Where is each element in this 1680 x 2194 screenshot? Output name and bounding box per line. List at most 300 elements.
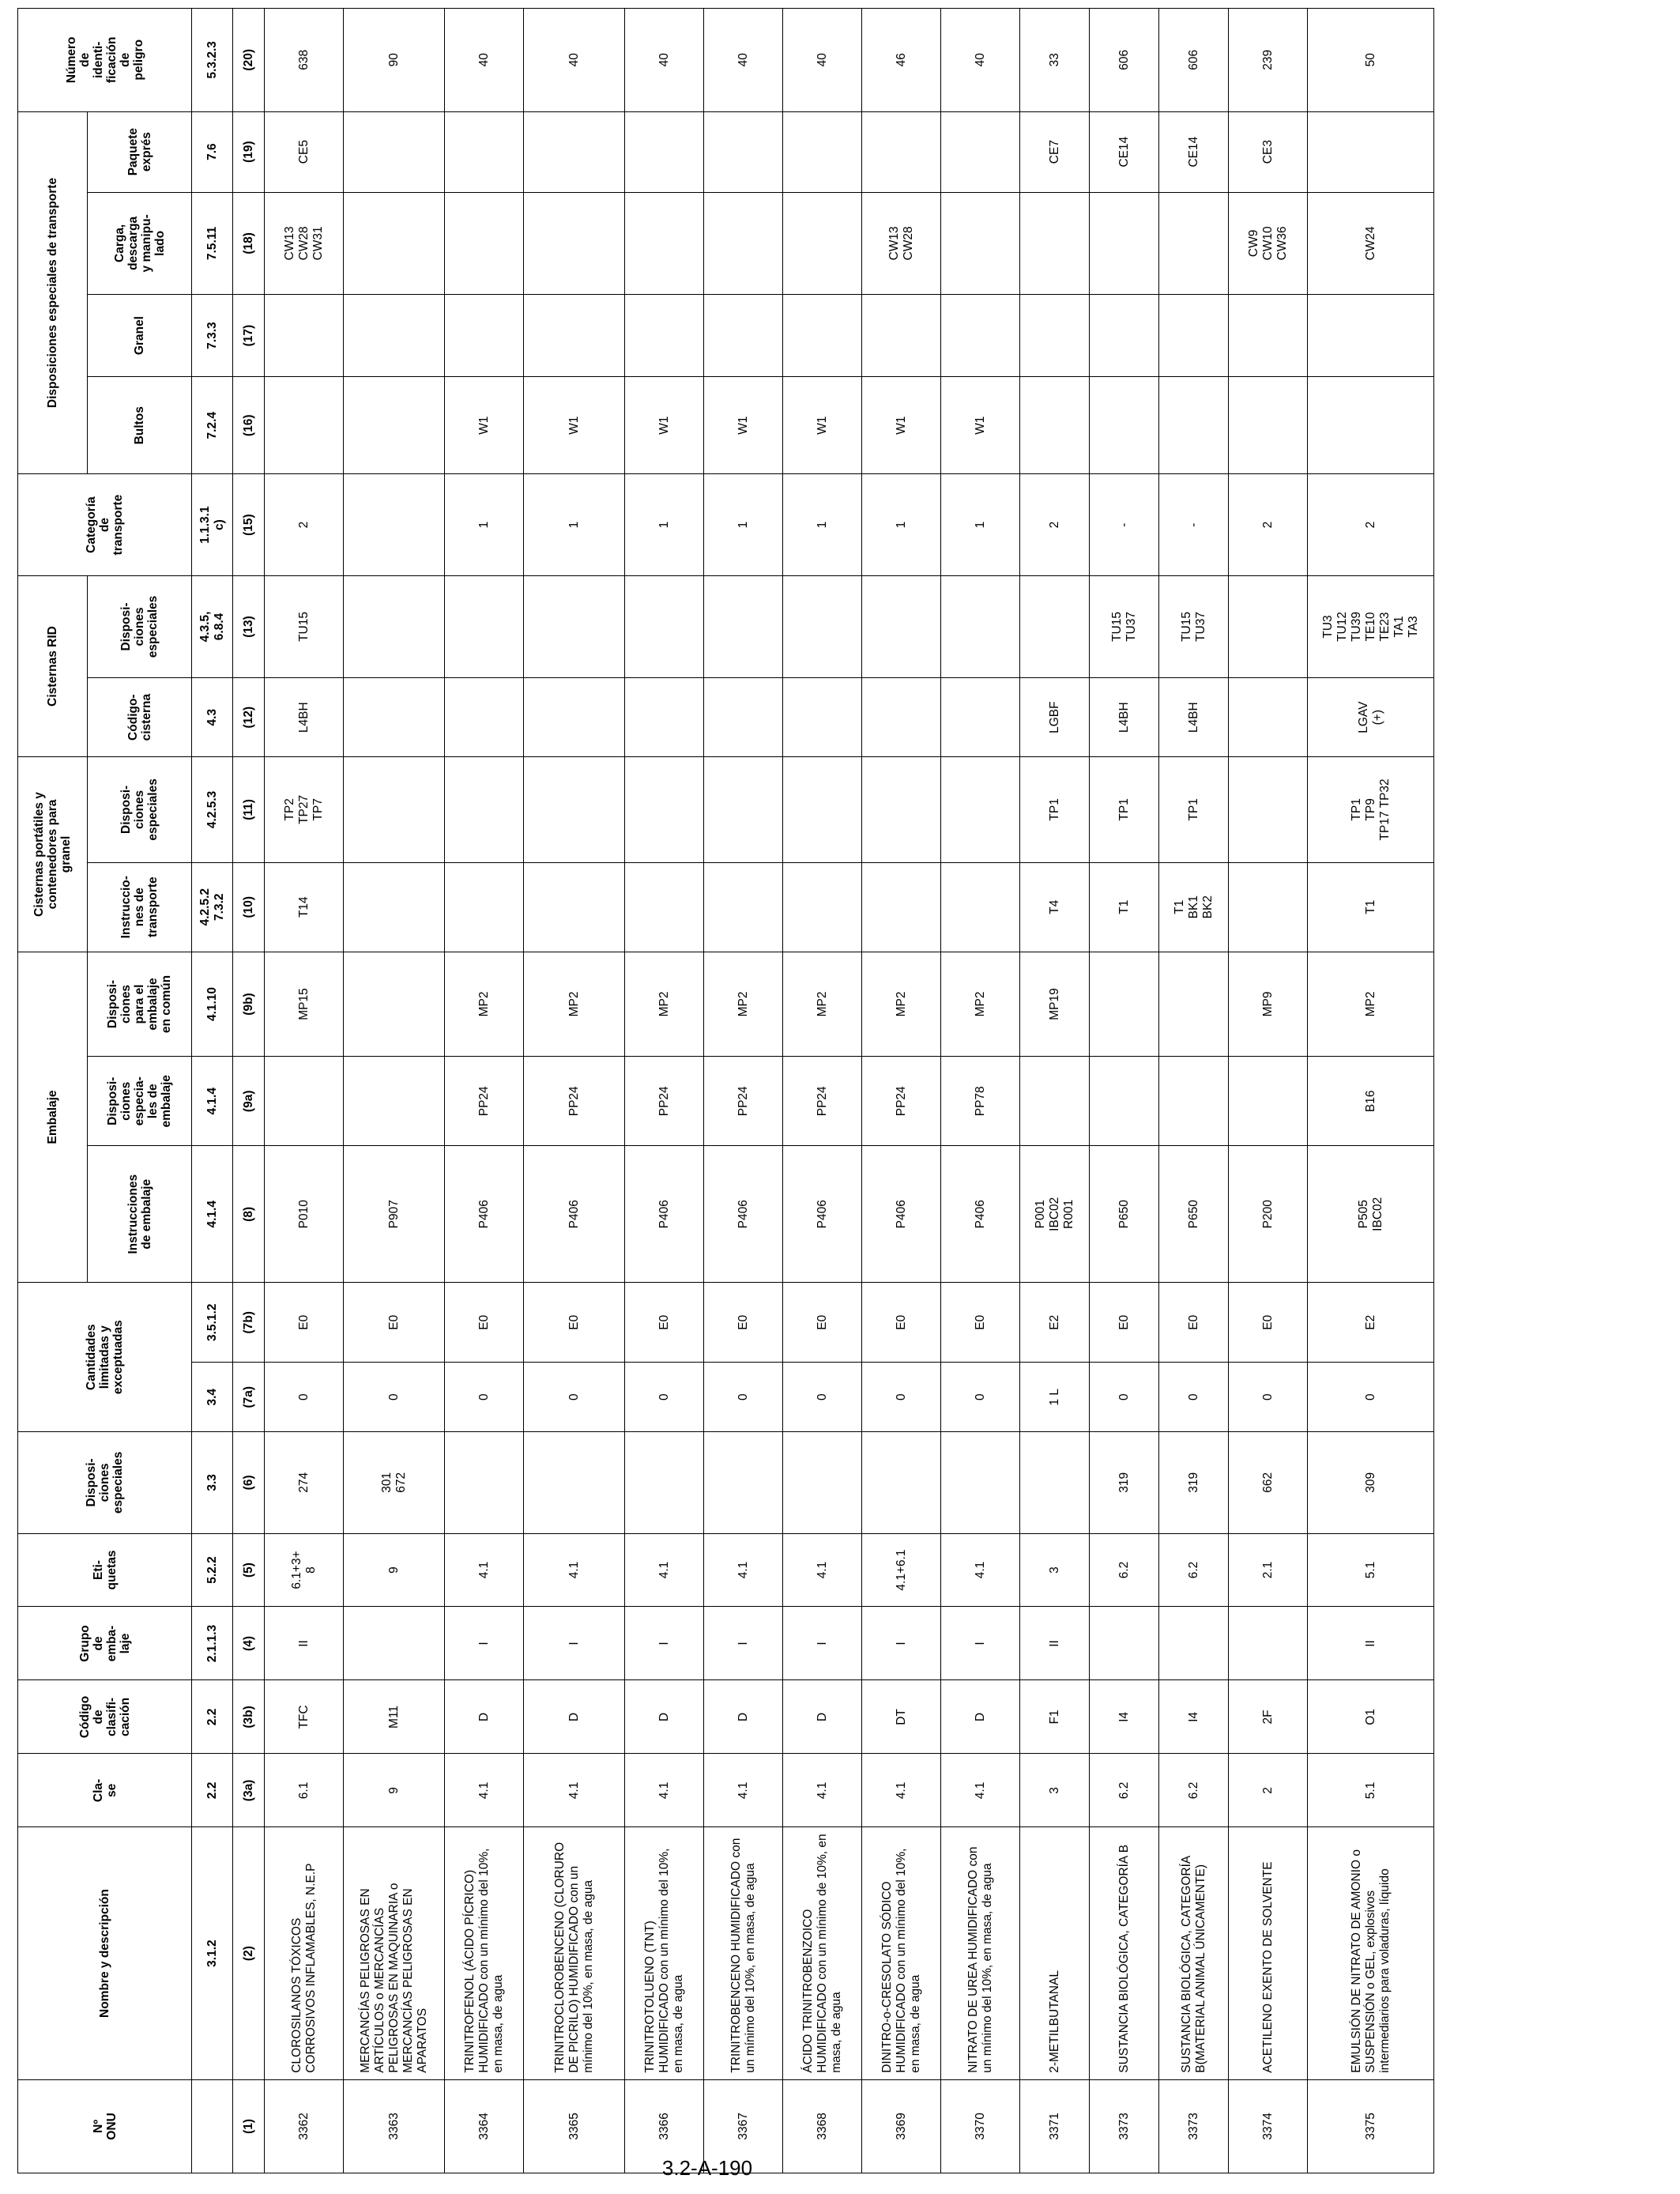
table-cell: TP2 TP27 TP7: [265, 757, 344, 862]
header-class: Cla- se: [18, 1754, 192, 1827]
table-cell: D: [625, 1680, 704, 1754]
table-cell: [1090, 952, 1159, 1056]
table-cell: [625, 1432, 704, 1533]
table-cell: P406: [941, 1146, 1020, 1283]
header-tank-special-provisions: Disposi- ciones especiales: [88, 575, 192, 677]
table-cell: P406: [625, 1146, 704, 1283]
table-cell: [862, 295, 941, 377]
un-number-cell: 3365: [524, 2079, 625, 2173]
table-cell: MP2: [941, 952, 1020, 1056]
table-cell: [941, 575, 1020, 677]
table-cell: 46: [862, 9, 941, 112]
table-cell: 606: [1159, 9, 1229, 112]
table-cell: L4BH: [1159, 678, 1229, 757]
table-cell: CW13 CW28: [862, 192, 941, 294]
ref-cell: 7.2.4: [192, 377, 233, 474]
table-cell: [344, 575, 445, 677]
table-cell: 0: [783, 1363, 862, 1432]
column-number-cell: (9b): [233, 952, 265, 1056]
table-cell: [783, 678, 862, 757]
substance-name-cell: CLOROSILANOS TÓXICOS CORROSIVOS INFLAMABLES, N.E.P: [265, 1827, 344, 2079]
table-cell: [783, 111, 862, 192]
table-cell: II: [1308, 1607, 1434, 1680]
un-number-cell: 3370: [941, 2079, 1020, 2173]
table-cell: 2.1: [1229, 1533, 1308, 1607]
ref-cell: 4.3: [192, 678, 233, 757]
table-cell: PP24: [704, 1057, 783, 1146]
substance-name-cell: TRINITROTOLUENO (TNT) HUMIDIFICADO con un mínimo del 10%, en masa, de agua: [625, 1827, 704, 2079]
header-hazard-id: Número de identi- ficación de peligro: [18, 9, 192, 112]
table-cell: CE7: [1020, 111, 1090, 192]
table-cell: [1020, 295, 1090, 377]
table-cell: [1090, 192, 1159, 294]
table-cell: W1: [862, 377, 941, 474]
table-cell: [704, 295, 783, 377]
table-cell: [1229, 1607, 1308, 1680]
table-row: [344, 9, 445, 2173]
table-cell: [941, 862, 1020, 952]
table-cell: I: [941, 1607, 1020, 1680]
table-cell: [625, 295, 704, 377]
table-cell: 40: [941, 9, 1020, 112]
ref-cell: 4.1.10: [192, 952, 233, 1056]
table-cell: [1159, 1057, 1229, 1146]
ref-cell: 5.3.2.3: [192, 9, 233, 112]
table-cell: 1: [625, 474, 704, 575]
table-cell: [1229, 295, 1308, 377]
table-cell: 1 L: [1020, 1363, 1090, 1432]
table-cell: PP24: [783, 1057, 862, 1146]
table-cell: CW24: [1308, 192, 1434, 294]
un-number-cell: 3366: [625, 2079, 704, 2173]
ref-cell: 4.2.5.2 7.3.2: [192, 862, 233, 952]
table-cell: [524, 678, 625, 757]
table-cell: [344, 952, 445, 1056]
table-cell: [344, 757, 445, 862]
table-cell: W1: [941, 377, 1020, 474]
table-cell: 6.2: [1159, 1754, 1229, 1827]
un-number-cell: 3367: [704, 2079, 783, 2173]
table-cell: [1308, 295, 1434, 377]
table-cell: 319: [1090, 1432, 1159, 1533]
header-packing-group: Grupo de emba- laje: [18, 1607, 192, 1680]
table-cell: 4.1: [783, 1533, 862, 1607]
table-row: [941, 9, 1020, 2173]
table-cell: 2: [1020, 474, 1090, 575]
table-cell: E0: [524, 1283, 625, 1363]
table-cell: [704, 757, 783, 862]
table-cell: [783, 757, 862, 862]
table-cell: [1308, 111, 1434, 192]
ref-cell: 1.1.3.1 c): [192, 474, 233, 575]
table-cell: II: [265, 1607, 344, 1680]
header-special-provisions: Disposi- ciones especiales: [18, 1432, 192, 1533]
table-cell: 6.1+3+ 8: [265, 1533, 344, 1607]
ref-cell: 2.1.1.3: [192, 1607, 233, 1680]
table-cell: [941, 111, 1020, 192]
table-row: [265, 9, 344, 2173]
column-number-cell: (9a): [233, 1057, 265, 1146]
table-cell: 6.1: [265, 1754, 344, 1827]
table-cell: 4.1: [524, 1754, 625, 1827]
table-cell: 4.1: [445, 1754, 524, 1827]
column-number-cell: (8): [233, 1146, 265, 1283]
table-cell: L4BH: [265, 678, 344, 757]
substance-name-cell: TRINITROCLOROBENCENO (CLORURO DE PICRILO) HUMIDIFICADO con un mínimo del 10%, en masa, de agua: [524, 1827, 625, 2079]
header-rid-tanks-group: Cisternas RID: [18, 575, 88, 756]
table-cell: F1: [1020, 1680, 1090, 1754]
table-cell: E0: [625, 1283, 704, 1363]
ref-cell: 4.1.4: [192, 1146, 233, 1283]
un-number-cell: 3363: [344, 2079, 445, 2173]
table-cell: 0: [445, 1363, 524, 1432]
un-number-cell: 3375: [1308, 2079, 1434, 2173]
table-cell: [1020, 192, 1090, 294]
table-cell: [1229, 377, 1308, 474]
table-cell: [941, 678, 1020, 757]
substance-name-cell: MERCANCÍAS PELIGROSAS EN ARTÍCULOS o MERCANCÍAS PELIGROSAS EN MAQUINARIA o MERCANCÍAS PELIGROSAS EN APARATOS: [344, 1827, 445, 2079]
table-cell: W1: [524, 377, 625, 474]
column-number-cell: (7a): [233, 1363, 265, 1432]
table-cell: 90: [344, 9, 445, 112]
header-name: Nombre y descripción: [18, 1827, 192, 2079]
table-cell: 2F: [1229, 1680, 1308, 1754]
table-cell: PP24: [524, 1057, 625, 1146]
table-cell: [1090, 1607, 1159, 1680]
table-cell: 2: [265, 474, 344, 575]
ref-cell: 7.5.11: [192, 192, 233, 294]
table-cell: D: [941, 1680, 1020, 1754]
table-cell: P406: [524, 1146, 625, 1283]
header-loading-handling: Carga, descarga y manipu- lado: [88, 192, 192, 294]
column-number-cell: (11): [233, 757, 265, 862]
table-cell: TU15 TU37: [1090, 575, 1159, 677]
header-classification-code: Código de clasifi- cación: [18, 1680, 192, 1754]
table-cell: E0: [1090, 1283, 1159, 1363]
table-cell: [941, 1432, 1020, 1533]
table-cell: [1159, 295, 1229, 377]
column-number-cell: (17): [233, 295, 265, 377]
table-cell: MP2: [625, 952, 704, 1056]
column-number-cell: (13): [233, 575, 265, 677]
table-cell: 2: [1229, 1754, 1308, 1827]
table-cell: [1308, 377, 1434, 474]
table-cell: [1159, 1607, 1229, 1680]
header-labels: Eti- quetas: [18, 1533, 192, 1607]
table-cell: [1020, 575, 1090, 677]
table-cell: [1229, 678, 1308, 757]
table-cell: E0: [265, 1283, 344, 1363]
table-cell: [344, 678, 445, 757]
table-cell: T1: [1090, 862, 1159, 952]
substance-name-cell: NITRATO DE UREA HUMIDIFICADO con un mínimo del 10%, en masa, de agua: [941, 1827, 1020, 2079]
table-cell: [862, 575, 941, 677]
table-cell: [1090, 1057, 1159, 1146]
table-cell: [524, 1432, 625, 1533]
table-row: [862, 9, 941, 2173]
header-limited-quantities: Cantidades limitadas y exceptuadas: [18, 1283, 192, 1432]
table-cell: [625, 111, 704, 192]
table-cell: E0: [941, 1283, 1020, 1363]
table-cell: [941, 757, 1020, 862]
table-cell: 40: [625, 9, 704, 112]
table-row: [1229, 9, 1308, 2173]
table-cell: TU3 TU12 TU39 TE10 TE23 TA1 TA3: [1308, 575, 1434, 677]
table-cell: 1: [524, 474, 625, 575]
table-cell: TP1: [1159, 757, 1229, 862]
column-number-cell: (20): [233, 9, 265, 112]
table-cell: [344, 295, 445, 377]
table-row: [625, 9, 704, 2173]
table-cell: L4BH: [1090, 678, 1159, 757]
table-body: [192, 9, 1434, 2173]
table-cell: M11: [344, 1680, 445, 1754]
table-row: [524, 9, 625, 2173]
un-number-cell: 3364: [445, 2079, 524, 2173]
table-cell: [1159, 952, 1229, 1056]
table-cell: [265, 1057, 344, 1146]
table-cell: [1229, 862, 1308, 952]
table-cell: I: [783, 1607, 862, 1680]
table-cell: [344, 862, 445, 952]
header-special-packing-provisions: Disposi- ciones especia- les de embalaje: [88, 1057, 192, 1146]
table-cell: 0: [344, 1363, 445, 1432]
table-cell: 9: [344, 1533, 445, 1607]
table-cell: [344, 1057, 445, 1146]
table-cell: 4.1: [704, 1533, 783, 1607]
table-cell: [344, 377, 445, 474]
table-cell: 0: [625, 1363, 704, 1432]
un-number-cell: 3373: [1159, 2079, 1229, 2173]
table-cell: 0: [862, 1363, 941, 1432]
table-cell: CE14: [1090, 111, 1159, 192]
table-cell: [1159, 377, 1229, 474]
table-cell: 0: [941, 1363, 1020, 1432]
substance-name-cell: EMULSIÓN DE NITRATO DE AMONIO o SUSPENSIÓN o GEL, explosivos intermediarios para voladuras, líquido: [1308, 1827, 1434, 2079]
table-cell: 274: [265, 1432, 344, 1533]
table-cell: 239: [1229, 9, 1308, 112]
table-row: [1159, 9, 1229, 2173]
table-cell: [445, 757, 524, 862]
table-cell: [1090, 377, 1159, 474]
table-cell: [625, 862, 704, 952]
header-tank-code: Código- cisterna: [88, 678, 192, 757]
ref-cell: 5.2.2: [192, 1533, 233, 1607]
table-cell: 4.1: [625, 1533, 704, 1607]
table-cell: P650: [1090, 1146, 1159, 1283]
table-row: [445, 9, 524, 2173]
ref-cell: 7.6: [192, 111, 233, 192]
table-cell: W1: [625, 377, 704, 474]
table-cell: TU15 TU37: [1159, 575, 1229, 677]
table-cell: MP2: [445, 952, 524, 1056]
table-cell: [445, 295, 524, 377]
table-cell: 4.1: [862, 1754, 941, 1827]
table-cell: PP24: [445, 1057, 524, 1146]
table-cell: I: [862, 1607, 941, 1680]
table-cell: 319: [1159, 1432, 1229, 1533]
table-cell: 50: [1308, 9, 1434, 112]
table-cell: E0: [1159, 1283, 1229, 1363]
table-cell: -: [1159, 474, 1229, 575]
table-cell: PP24: [625, 1057, 704, 1146]
table-cell: CE3: [1229, 111, 1308, 192]
table-row: [1308, 9, 1434, 2173]
table-cell: 4.1: [704, 1754, 783, 1827]
substance-name-cell: DINITRO-o-CRESOLATO SÓDICO HUMIDIFICADO con un mínimo del 10%, en masa, de agua: [862, 1827, 941, 2079]
table-cell: 4.1: [783, 1754, 862, 1827]
table-cell: LGAV (+): [1308, 678, 1434, 757]
ref-cell: 2.2: [192, 1680, 233, 1754]
table-cell: [625, 678, 704, 757]
table-cell: [445, 192, 524, 294]
table-cell: [524, 575, 625, 677]
table-cell: CW13 CW28 CW31: [265, 192, 344, 294]
table-cell: TU15: [265, 575, 344, 677]
table-cell: CE14: [1159, 111, 1229, 192]
table-cell: [1020, 377, 1090, 474]
table-cell: W1: [704, 377, 783, 474]
ref-cell: 7.3.3: [192, 295, 233, 377]
header-packages: Bultos: [88, 377, 192, 474]
column-number-row: [233, 9, 265, 2173]
table-cell: [344, 111, 445, 192]
table-cell: MP2: [524, 952, 625, 1056]
substance-name-cell: SUSTANCIA BIOLÓGICA, CATEGORÍA B: [1090, 1827, 1159, 2079]
table-cell: P505 IBC02: [1308, 1146, 1434, 1283]
table-cell: 4.1: [625, 1754, 704, 1827]
table-cell: E2: [1308, 1283, 1434, 1363]
table-cell: 0: [1229, 1363, 1308, 1432]
un-number-cell: 3362: [265, 2079, 344, 2173]
table-cell: 309: [1308, 1432, 1434, 1533]
table-cell: [783, 295, 862, 377]
table-cell: [445, 111, 524, 192]
table-cell: [445, 1432, 524, 1533]
column-number-cell: (10): [233, 862, 265, 952]
table-cell: 1: [941, 474, 1020, 575]
ref-cell: 4.2.5.3: [192, 757, 233, 862]
table-cell: 40: [445, 9, 524, 112]
ref-cell: 3.4: [192, 1363, 233, 1432]
table-cell: 0: [265, 1363, 344, 1432]
table-cell: P406: [445, 1146, 524, 1283]
table-cell: 9: [344, 1754, 445, 1827]
column-number-cell: (16): [233, 377, 265, 474]
table-cell: 0: [524, 1363, 625, 1432]
substance-name-cell: TRINITROBENCENO HUMIDIFICADO con un mínimo del 10%, en masa, de agua: [704, 1827, 783, 2079]
table-cell: 0: [1159, 1363, 1229, 1432]
table-cell: D: [524, 1680, 625, 1754]
table-cell: [524, 757, 625, 862]
table-cell: O1: [1308, 1680, 1434, 1754]
table-cell: [704, 1432, 783, 1533]
table-cell: [1229, 1057, 1308, 1146]
table-cell: W1: [783, 377, 862, 474]
un-number-cell: 3368: [783, 2079, 862, 2173]
table-cell: P406: [783, 1146, 862, 1283]
table-cell: 2: [1229, 474, 1308, 575]
table-cell: [862, 1432, 941, 1533]
table-cell: [344, 1607, 445, 1680]
table-cell: 4.1: [941, 1533, 1020, 1607]
table-cell: TP1: [1020, 757, 1090, 862]
table-cell: [265, 377, 344, 474]
table-cell: [344, 192, 445, 294]
table-cell: [265, 295, 344, 377]
table-cell: [783, 1432, 862, 1533]
column-number-cell: (6): [233, 1432, 265, 1533]
table-cell: E0: [445, 1283, 524, 1363]
table-cell: [445, 862, 524, 952]
table-cell: [445, 678, 524, 757]
header-special-transport-group: Disposiciones especiales de transporte: [18, 111, 88, 474]
ref-cell: 4.1.4: [192, 1057, 233, 1146]
table-cell: TP1: [1090, 757, 1159, 862]
table-cell: [1020, 1057, 1090, 1146]
table-cell: P010: [265, 1146, 344, 1283]
table-cell: 5.1: [1308, 1533, 1434, 1607]
table-cell: 638: [265, 9, 344, 112]
header-express-parcels: Paquete exprés: [88, 111, 192, 192]
table-cell: 5.1: [1308, 1754, 1434, 1827]
table-cell: [862, 678, 941, 757]
column-number-cell: (7b): [233, 1283, 265, 1363]
table-cell: B16: [1308, 1057, 1434, 1146]
table-cell: MP19: [1020, 952, 1090, 1056]
table-cell: [1229, 575, 1308, 677]
table-cell: 0: [704, 1363, 783, 1432]
un-number-cell: 3373: [1090, 2079, 1159, 2173]
table-cell: T1 BK1 BK2: [1159, 862, 1229, 952]
substance-name-cell: ÁCIDO TRINITROBENZOICO HUMIDIFICADO con un mínimo de 10%, en masa, de agua: [783, 1827, 862, 2079]
table-cell: 2: [1308, 474, 1434, 575]
column-number-cell: (3a): [233, 1754, 265, 1827]
header-portable-instructions: Instruccio- nes de transporte: [88, 862, 192, 952]
ref-cell: 3.1.2: [192, 1827, 233, 2079]
table-cell: MP15: [265, 952, 344, 1056]
table-cell: D: [445, 1680, 524, 1754]
table-cell: [783, 575, 862, 677]
table-cell: D: [783, 1680, 862, 1754]
table-cell: [862, 111, 941, 192]
table-cell: 3: [1020, 1533, 1090, 1607]
table-cell: 0: [1090, 1363, 1159, 1432]
substance-name-cell: SUSTANCIA BIOLÓGICA, CATEGORÍA B(MATERIAL ANIMAL ÚNICAMENTE): [1159, 1827, 1229, 2079]
table-cell: [625, 575, 704, 677]
substance-name-cell: 2-METILBUTANAL: [1020, 1827, 1090, 2079]
table-row: [1090, 9, 1159, 2173]
table-cell: [1229, 757, 1308, 862]
table-cell: P650: [1159, 1146, 1229, 1283]
table-cell: [625, 757, 704, 862]
column-number-cell: (18): [233, 192, 265, 294]
table-cell: T1: [1308, 862, 1434, 952]
table-cell: LGBF: [1020, 678, 1090, 757]
table-row: [704, 9, 783, 2173]
header-mixed-packing-provisions: Disposi- ciones para el embalaje en común: [88, 952, 192, 1056]
table-cell: MP2: [1308, 952, 1434, 1056]
header-packaging-group: Embalaje: [18, 952, 88, 1282]
table-cell: T14: [265, 862, 344, 952]
table-cell: E0: [704, 1283, 783, 1363]
table-cell: [524, 862, 625, 952]
table-cell: 3: [1020, 1754, 1090, 1827]
table-cell: [625, 192, 704, 294]
table-cell: 1: [445, 474, 524, 575]
table-cell: [783, 192, 862, 294]
table-cell: 40: [524, 9, 625, 112]
